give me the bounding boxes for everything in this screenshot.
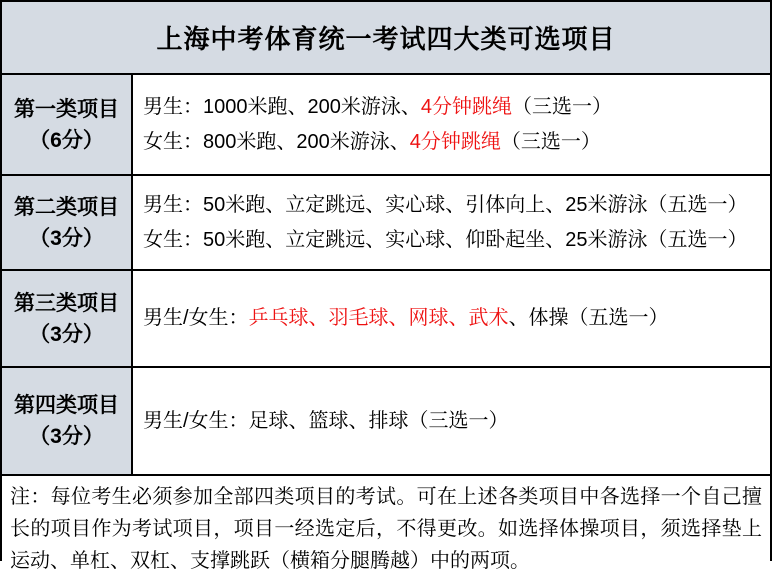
category-4-name: 第四类项目 bbox=[14, 394, 119, 417]
category-1-score: （6分） bbox=[29, 128, 104, 152]
category-4-content bbox=[133, 368, 770, 474]
text-segment: 男生/女生：足球、篮球、排球（三选一） bbox=[143, 409, 509, 432]
category-3-all-line bbox=[143, 301, 770, 336]
text-segment: 男生：50米跑、立定跳远、实心球、引体向上、25米游泳（五选一） bbox=[143, 193, 748, 216]
text-segment: 男生/女生： bbox=[143, 307, 249, 329]
category-2-girls-line bbox=[143, 223, 770, 258]
text-segment: （三选一） bbox=[500, 130, 601, 153]
text-segment: （三选一） bbox=[512, 95, 612, 118]
table-row-category-3 bbox=[2, 269, 770, 366]
text-segment: 女生：800米跑、200米游泳、 bbox=[143, 130, 410, 153]
category-1-girls-line bbox=[143, 125, 770, 160]
table-title: 上海中考体育统一考试四大类可选项目 bbox=[2, 2, 770, 73]
category-1-cell bbox=[2, 75, 133, 174]
table-row-category-1 bbox=[2, 73, 770, 174]
category-2-content bbox=[133, 176, 770, 269]
highlighted-text-segment: 4分钟跳绳 bbox=[409, 130, 501, 153]
footnote: 注：每位考生必须参加全部四类项目的考试。可在上述各类项目中各选择一个自己擅长的项目作为考试项目，项目一经选定后，不得更改。如选择体操项目，须选择垫上运动、单杠、双杠、支撑跳跃（横箱分腿腾越）中的两项。 bbox=[2, 474, 770, 577]
highlighted-text-segment: 4分钟跳绳 bbox=[420, 95, 512, 118]
category-4-cell bbox=[2, 368, 133, 474]
text-segment: 、体操（五选一） bbox=[508, 307, 669, 329]
category-2-score: （3分） bbox=[29, 226, 104, 250]
highlighted-text-segment: 乒乓球、羽毛球、网球、武术 bbox=[248, 307, 509, 329]
category-3-name: 第三类项目 bbox=[14, 291, 119, 315]
category-1-name: 第一类项目 bbox=[14, 97, 119, 121]
category-2-cell bbox=[2, 176, 133, 269]
category-3-content bbox=[133, 271, 770, 366]
category-4-all-line bbox=[143, 404, 770, 439]
text-segment: 男生：1000米跑、200米游泳、 bbox=[143, 95, 421, 118]
category-2-name: 第二类项目 bbox=[14, 195, 119, 219]
category-4-score: （3分） bbox=[29, 425, 104, 448]
category-3-score: （3分） bbox=[29, 322, 104, 346]
category-2-boys-line bbox=[143, 188, 770, 223]
category-3-cell bbox=[2, 271, 133, 366]
category-1-boys-line bbox=[143, 90, 770, 125]
text-segment: 女生：50米跑、立定跳远、实心球、仰卧起坐、25米游泳（五选一） bbox=[143, 228, 748, 251]
category-1-content bbox=[133, 75, 770, 174]
table-row-category-2 bbox=[2, 174, 770, 269]
table-row-category-4 bbox=[2, 366, 770, 474]
